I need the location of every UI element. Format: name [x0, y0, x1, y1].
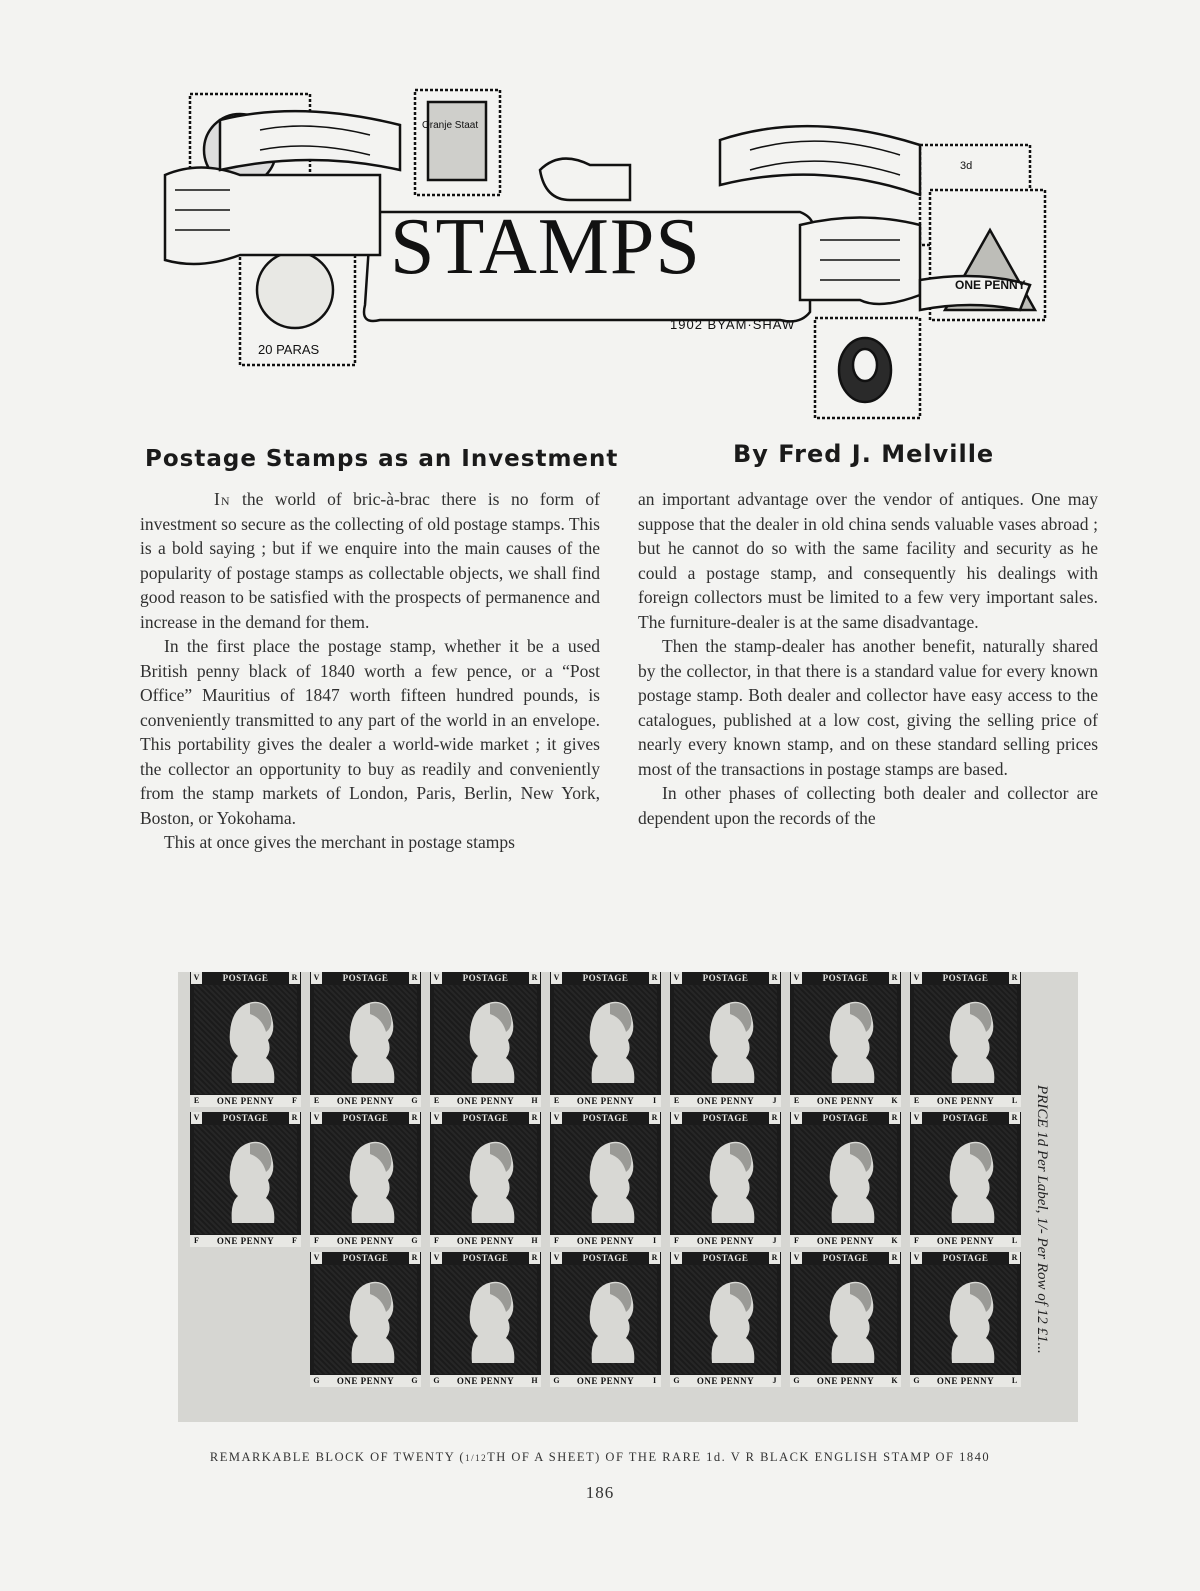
stamp-value-label: ONE PENNY	[190, 1095, 301, 1107]
penny-black-stamp	[670, 1112, 781, 1247]
queen-profile-icon	[562, 1268, 649, 1368]
stamp-corner-letter: V	[551, 1112, 562, 1124]
stamp-corner-letter: V	[671, 1112, 682, 1124]
penny-black-stamp	[790, 1112, 901, 1247]
stamp-top-label: POSTAGE	[430, 1252, 541, 1264]
stamp-top-label: POSTAGE	[190, 1112, 301, 1124]
paragraph	[140, 487, 600, 634]
stamp-top-label: POSTAGE	[910, 1252, 1021, 1264]
stamp-check-letter: F	[791, 1235, 802, 1247]
stamp-corner-letter: R	[409, 1112, 420, 1124]
stamp-top-label: POSTAGE	[550, 1112, 661, 1124]
plate-side-note: PRICE 1d Per Label, 1/- Per Row of 12 £1...	[1034, 1085, 1050, 1354]
stamp-check-letter: G	[409, 1235, 420, 1247]
stamp-check-letter: F	[551, 1235, 562, 1247]
stamp-check-letter: K	[889, 1095, 900, 1107]
stamp-top-label: POSTAGE	[790, 1252, 901, 1264]
paragraph: In other phases of collecting both dealer and collector are dependent upon the records of the	[638, 783, 1098, 828]
stamp-corner-letter: V	[431, 972, 442, 984]
stamp-corner-letter: R	[889, 1252, 900, 1264]
stamp-check-letter: G	[409, 1375, 420, 1387]
penny-black-stamp	[190, 972, 301, 1107]
caption-text-start: REMARKABLE BLOCK OF TWENTY (	[209, 1450, 466, 1464]
stamp-corner-letter: V	[791, 972, 802, 984]
stamp-check-letter: E	[911, 1095, 922, 1107]
queen-profile-icon	[442, 1268, 529, 1368]
stamp-top-label: POSTAGE	[550, 972, 661, 984]
stamp-corner-letter: V	[791, 1112, 802, 1124]
queen-profile-icon	[442, 988, 529, 1088]
stamp-value-one-penny: ONE PENNY	[955, 278, 1026, 292]
queen-profile-icon	[802, 988, 889, 1088]
queen-profile-icon	[202, 1128, 289, 1228]
stamp-top-label: POSTAGE	[670, 1252, 781, 1264]
stamp-check-letter: I	[649, 1375, 660, 1387]
stamp-check-letter: E	[431, 1095, 442, 1107]
stamp-corner-letter: V	[431, 1252, 442, 1264]
stamp-top-label: POSTAGE	[310, 1112, 421, 1124]
stamp-check-letter: E	[311, 1095, 322, 1107]
stamp-top-label: POSTAGE	[910, 1112, 1021, 1124]
article-byline: By Fred J. Melville	[733, 440, 995, 468]
penny-black-stamp	[670, 972, 781, 1107]
penny-black-stamp	[910, 1252, 1021, 1387]
queen-profile-icon	[322, 988, 409, 1088]
stamp-value-label: ONE PENNY	[310, 1235, 421, 1247]
stamp-corner-letter: R	[529, 1112, 540, 1124]
stamp-corner-letter: R	[649, 1112, 660, 1124]
stamp-check-letter: E	[191, 1095, 202, 1107]
queen-profile-icon	[802, 1268, 889, 1368]
penny-black-stamp	[910, 972, 1021, 1107]
stamp-check-letter: G	[551, 1375, 562, 1387]
stamp-corner-letter: R	[289, 972, 300, 984]
stamp-top-label: POSTAGE	[310, 1252, 421, 1264]
stamp-check-letter: F	[289, 1095, 300, 1107]
caption-text-end: TH OF A SHEET) OF THE RARE 1d. V R BLACK ENGLISH STAMP OF 1840	[487, 1450, 991, 1464]
left-column	[140, 487, 600, 855]
paragraph-text: the world of bric-à-brac there is no form of investment so secure as the collecting of old postage stamps. This is a bold saying ; but if we enquire into the main causes of the popularity of postage stamps as collectable objects, we shall find good reason to be satisfied with the prospects of permanence and increase in the demand for them.	[140, 489, 600, 632]
stamp-corner-letter: V	[311, 1112, 322, 1124]
stamp-check-letter: F	[431, 1235, 442, 1247]
stamp-value-label: ONE PENNY	[670, 1095, 781, 1107]
stamp-value-3d: 3d	[960, 160, 973, 172]
stamp-check-letter: J	[769, 1235, 780, 1247]
penny-black-stamp	[790, 1252, 901, 1387]
stamp-check-letter: J	[769, 1375, 780, 1387]
masthead-title: STAMPS	[390, 203, 701, 291]
stamp-corner-letter: V	[671, 1252, 682, 1264]
stamp-top-label: POSTAGE	[670, 972, 781, 984]
stamp-value-label: ONE PENNY	[790, 1095, 901, 1107]
stamp-check-letter: G	[431, 1375, 442, 1387]
penny-black-stamp	[310, 1252, 421, 1387]
stamp-top-label: POSTAGE	[550, 1252, 661, 1264]
queen-profile-icon	[922, 1268, 1009, 1368]
stamp-corner-letter: V	[671, 972, 682, 984]
stamp-corner-letter: V	[551, 972, 562, 984]
stamp-value-label: ONE PENNY	[190, 1235, 301, 1247]
stamp-check-letter: G	[791, 1375, 802, 1387]
stamp-check-letter: E	[791, 1095, 802, 1107]
stamp-corner-letter: R	[649, 1252, 660, 1264]
stamp-corner-letter: V	[191, 1112, 202, 1124]
penny-black-stamp	[310, 972, 421, 1107]
stamp-check-letter: L	[1009, 1375, 1020, 1387]
stamp-check-letter: J	[769, 1095, 780, 1107]
stamp-value-label: ONE PENNY	[550, 1095, 661, 1107]
stamp-corner-letter: V	[791, 1252, 802, 1264]
stamp-corner-letter: R	[1009, 1112, 1020, 1124]
stamp-check-letter: E	[551, 1095, 562, 1107]
queen-profile-icon	[922, 1128, 1009, 1228]
stamp-value-label: ONE PENNY	[310, 1375, 421, 1387]
stamp-corner-letter: V	[551, 1252, 562, 1264]
stamp-value-label: ONE PENNY	[910, 1375, 1021, 1387]
stamp-corner-letter: R	[409, 972, 420, 984]
stamp-value-label: ONE PENNY	[790, 1235, 901, 1247]
stamp-value-label: ONE PENNY	[790, 1375, 901, 1387]
article-title: Postage Stamps as an Investment	[145, 446, 619, 472]
queen-profile-icon	[682, 1268, 769, 1368]
stamp-check-letter: H	[529, 1095, 540, 1107]
stamp-corner-letter: R	[889, 972, 900, 984]
stamp-check-letter: I	[649, 1095, 660, 1107]
queen-profile-icon	[922, 988, 1009, 1088]
penny-black-stamp	[430, 1252, 541, 1387]
queen-profile-icon	[682, 1128, 769, 1228]
drop-lead: In	[214, 489, 231, 509]
stamp-check-letter: E	[671, 1095, 682, 1107]
right-column	[638, 487, 1098, 830]
stamp-corner-letter: R	[529, 1252, 540, 1264]
stamp-corner-letter: R	[769, 1112, 780, 1124]
queen-profile-icon	[322, 1268, 409, 1368]
penny-black-stamp	[550, 1252, 661, 1387]
stamp-top-label: POSTAGE	[670, 1112, 781, 1124]
stamp-corner-letter: V	[311, 972, 322, 984]
stamp-top-label: POSTAGE	[310, 972, 421, 984]
stamp-corner-letter: R	[289, 1112, 300, 1124]
stamp-value-label: ONE PENNY	[430, 1235, 541, 1247]
stamp-corner-letter: R	[529, 972, 540, 984]
masthead-illustration	[160, 80, 1060, 425]
penny-black-stamp	[310, 1112, 421, 1247]
stamp-value-label: ONE PENNY	[310, 1095, 421, 1107]
stamp-value-label: ONE PENNY	[910, 1095, 1021, 1107]
stamp-check-letter: K	[889, 1235, 900, 1247]
figure-caption	[0, 1450, 1200, 1465]
paragraph: Then the stamp-dealer has another benefit, naturally shared by the collector, in that there is a standard value for every known postage stamp. Both dealer and collector have easy access to the catalogues, published at a low cost, giving the selling price of nearly every known stamp, and on these standard selling prices most of the transactions in postage stamps are based.	[638, 636, 1098, 779]
stamp-top-label: POSTAGE	[910, 972, 1021, 984]
stamp-corner-letter: V	[911, 1252, 922, 1264]
stamp-value-label: ONE PENNY	[670, 1375, 781, 1387]
stamp-check-letter: F	[311, 1235, 322, 1247]
queen-profile-icon	[682, 988, 769, 1088]
stamp-value-label: ONE PENNY	[550, 1375, 661, 1387]
penny-black-stamp	[790, 972, 901, 1107]
queen-profile-icon	[442, 1128, 529, 1228]
paragraph: an important advantage over the vendor of antiques. One may suppose that the dealer in old china sends valuable vases abroad ; but he cannot do so with the same facility and security as he could a postage stamp, and consequently his dealings with foreign collectors must be limited to a few very important sales. The furniture-dealer is at the same disadvantage.	[638, 489, 1098, 632]
stamp-fragment-text: Oranje Staat	[422, 120, 479, 131]
stamp-check-letter: G	[409, 1095, 420, 1107]
stamp-value-paras: 20 PARAS	[258, 342, 320, 357]
stamp-corner-letter: V	[311, 1252, 322, 1264]
stamp-check-letter: G	[311, 1375, 322, 1387]
stamp-corner-letter: R	[1009, 1252, 1020, 1264]
queen-profile-icon	[562, 988, 649, 1088]
stamp-corner-letter: R	[769, 1252, 780, 1264]
penny-black-stamp	[670, 1252, 781, 1387]
queen-profile-icon	[802, 1128, 889, 1228]
stamp-check-letter: I	[649, 1235, 660, 1247]
stamp-corner-letter: R	[1009, 972, 1020, 984]
caption-fraction: 1/12	[465, 1453, 488, 1463]
stamp-check-letter: L	[1009, 1095, 1020, 1107]
penny-black-stamp	[430, 1112, 541, 1247]
stamp-corner-letter: R	[769, 972, 780, 984]
stamp-check-letter: H	[529, 1375, 540, 1387]
stamp-value-label: ONE PENNY	[670, 1235, 781, 1247]
stamp-check-letter: F	[911, 1235, 922, 1247]
page-number: 186	[585, 1483, 615, 1502]
stamp-value-label: ONE PENNY	[430, 1375, 541, 1387]
queen-profile-icon	[322, 1128, 409, 1228]
stamp-corner-letter: R	[409, 1252, 420, 1264]
paragraph: This at once gives the merchant in postage stamps	[164, 832, 515, 852]
penny-black-block-photo	[178, 972, 1078, 1422]
stamp-top-label: POSTAGE	[190, 972, 301, 984]
stamp-check-letter: F	[671, 1235, 682, 1247]
stamp-top-label: POSTAGE	[790, 1112, 901, 1124]
stamp-top-label: POSTAGE	[790, 972, 901, 984]
stamp-check-letter: H	[529, 1235, 540, 1247]
stamp-value-label: ONE PENNY	[910, 1235, 1021, 1247]
artist-credit: 1902 BYAM·SHAW	[670, 317, 796, 332]
stamp-top-label: POSTAGE	[430, 1112, 541, 1124]
stamp-top-label: POSTAGE	[430, 972, 541, 984]
queen-profile-icon	[202, 988, 289, 1088]
penny-black-stamp	[550, 972, 661, 1107]
stamp-check-letter: G	[671, 1375, 682, 1387]
stamp-check-letter: G	[911, 1375, 922, 1387]
stamp-check-letter: F	[191, 1235, 202, 1247]
queen-profile-icon	[562, 1128, 649, 1228]
stamp-check-letter: K	[889, 1375, 900, 1387]
stamp-corner-letter: R	[889, 1112, 900, 1124]
stamp-corner-letter: V	[431, 1112, 442, 1124]
stamp-value-label: ONE PENNY	[430, 1095, 541, 1107]
stamp-corner-letter: V	[911, 1112, 922, 1124]
penny-black-stamp	[430, 972, 541, 1107]
penny-black-stamp	[910, 1112, 1021, 1247]
stamp-value-label: ONE PENNY	[550, 1235, 661, 1247]
stamp-corner-letter: V	[191, 972, 202, 984]
penny-black-stamp	[550, 1112, 661, 1247]
penny-black-stamp	[190, 1112, 301, 1247]
stamp-check-letter: F	[289, 1235, 300, 1247]
stamp-check-letter: L	[1009, 1235, 1020, 1247]
paragraph: In the first place the postage stamp, whether it be a used British penny black of 1840 worth a few pence, or a “Post Office” Mauritius of 1847 worth fifteen hundred pounds, is conveniently transmitted to any part of the world in an envelope. This portability gives the dealer a world-wide market ; it gives the collector an opportunity to buy as readily and conveniently from the stamp markets of London, Paris, Berlin, New York, Boston, or Yokohama.	[140, 636, 600, 828]
stamp-corner-letter: R	[649, 972, 660, 984]
stamp-corner-letter: V	[911, 972, 922, 984]
